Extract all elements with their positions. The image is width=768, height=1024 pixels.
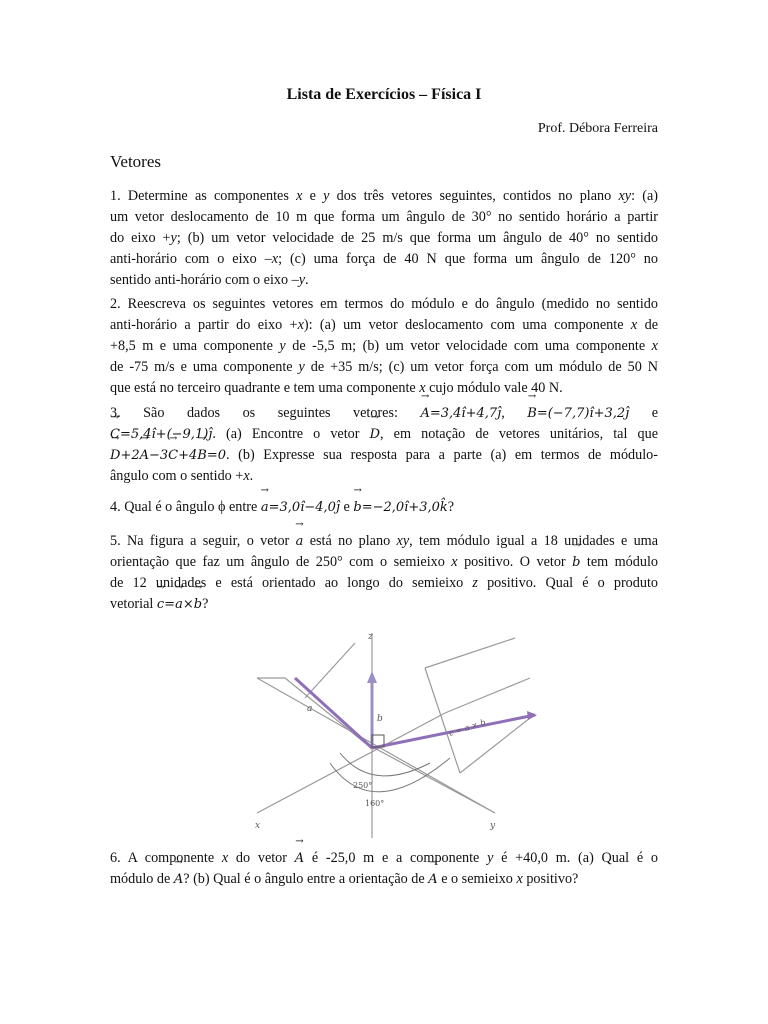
label-a: a: [307, 704, 313, 714]
document-title: Lista de Exercícios – Física I: [286, 86, 482, 103]
label-b: b: [377, 714, 383, 724]
exercise-4: 4. Qual é o ângulo ϕ entre → a=3,0î−4,0ĵ e → b=−2,0î+3,0k̂?: [110, 497, 658, 518]
label-y: y: [490, 821, 496, 831]
section-heading: Vetores: [110, 152, 161, 171]
exercise-5: 5. Na figura a seguir, o vetor → a está no plano xy, tem módulo igual a 18 unidades e uma orientação que faz um ângulo de 250° com o semieixo x positivo. O vetor → b tem módulo de 12 unidades e está orientado ao longo do semieixo z positivo. Qual é o produto vetorial → c=→ a×→ b?: [110, 531, 658, 615]
author-name: Prof. Débora Ferreira: [537, 121, 658, 136]
label-z: z: [368, 632, 373, 642]
vector-b-arrowhead: [367, 671, 377, 683]
vector-diagram: [245, 623, 545, 838]
vector-figure: [245, 623, 545, 838]
arc-160: [330, 758, 450, 792]
label-c: c = a × b: [447, 717, 487, 738]
exercise-3: 3. São dados os seguintes vetores: → A=3,4î+4,7ĵ, → B=(−7,7)î+3,2ĵ e → C=5,4î+(−9,1)ĵ. (a) Encontre o vetor → D, em notação de vetores unitários, tal que → D+2→ A−3→ C+4→ B=0. (b) Expresse sua resposta para a parte (a) em termos de módulo- ângulo com o sentido +x.: [110, 403, 658, 487]
plane-edge-line: [257, 678, 495, 813]
label-angle-160: 160°: [365, 799, 385, 808]
exercise-6: 6. A componente x do vetor → A é -25,0 m e a componente y é +40,0 m. (a) Qual é o módulo de → A? (b) Qual é o ângulo entre a orientação de → A e o semieixo x positivo?: [110, 848, 658, 890]
label-x: x: [255, 821, 261, 831]
arc-250: [340, 753, 430, 776]
exercise-1: 1. Determine as componentes x e y dos três vetores seguintes, contidos no plano xy: (a) um vetor deslocamento de 10 m que forma um ângulo de 30° no sentido horário a partir do eixo +y; (b) um vetor velocidade de 25 m/s que forma um ângulo de 40° no sentido anti-horário com o eixo –x; (c) uma força de 40 N que forma um ângulo de 120° no sentido anti-horário com o eixo –y.: [110, 188, 658, 288]
exercise-2: 2. Reescreva os seguintes vetores em termos do módulo e do ângulo (medido no sentido anti-horário a partir do eixo +x): (a) um vetor deslocamento com uma componente x de +8,5 m e uma componente y de -5,5 m; (b) um vetor velocidade com uma componente x de -75 m/s e uma componente y de +35 m/s; (c) um vetor força com um módulo de 50 N que está no terceiro quadrante e tem uma componente x cujo módulo vale 40 N.: [110, 296, 658, 396]
label-angle-250: 250°: [353, 781, 373, 790]
vector-c-arrowhead: [527, 711, 537, 720]
